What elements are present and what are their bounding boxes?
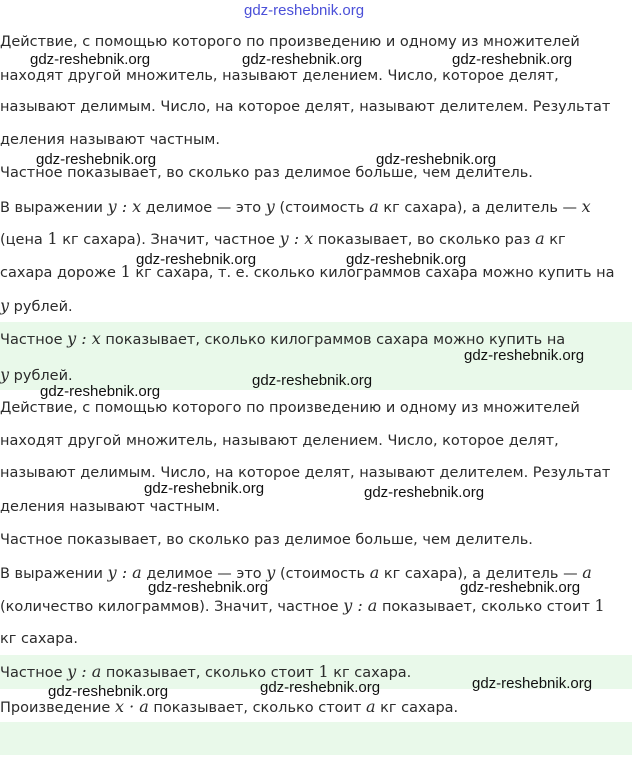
- definition-line: деления называют частным.: [0, 499, 220, 515]
- watermark: gdz-reshebnik.org: [144, 480, 265, 497]
- explanation-line: (цена 1 кг сахара). Значит, частное y : x показывает, во сколько раз a кг: [0, 229, 566, 248]
- answer-line: Частное y : a показывает, сколько стоит 1 кг сахара.: [0, 662, 412, 681]
- watermark: gdz-reshebnik.org: [30, 51, 151, 68]
- answer-line: y рублей.: [0, 365, 73, 384]
- definition-line: Действие, с помощью которого по произведению и одному из множителей: [0, 400, 580, 416]
- definition-line: называют делимым. Число, на которое делят, называют делителем. Результат: [0, 465, 611, 481]
- watermark-top: gdz-reshebnik.org: [244, 2, 365, 19]
- explanation-line: y рублей.: [0, 296, 73, 315]
- definition-line: называют делимым. Число, на которое делят, называют делителем. Результат: [0, 99, 611, 115]
- watermark: gdz-reshebnik.org: [260, 679, 381, 696]
- watermark: gdz-reshebnik.org: [460, 579, 581, 596]
- quotient-rule: Частное показывает, во сколько раз делимое больше, чем делитель.: [0, 165, 533, 181]
- watermark: gdz-reshebnik.org: [148, 579, 269, 596]
- definition-line: находят другой множитель, называют делением. Число, которое делят,: [0, 68, 559, 84]
- answer-line: Частное y : x показывает, сколько килограммов сахара можно купить на: [0, 329, 566, 348]
- watermark: gdz-reshebnik.org: [452, 51, 573, 68]
- watermark: gdz-reshebnik.org: [472, 675, 593, 692]
- quotient-rule: Частное показывает, во сколько раз делимое больше, чем делитель.: [0, 532, 533, 548]
- explanation-line: сахара дороже 1 кг сахара, т. е. сколько килограммов сахара можно купить на: [0, 262, 615, 281]
- definition-line: деления называют частным.: [0, 132, 220, 148]
- definition-line: Действие, с помощью которого по произведению и одному из множителей: [0, 34, 580, 50]
- watermark: gdz-reshebnik.org: [40, 383, 161, 400]
- product-line: Произведение x · a показывает, сколько стоит a кг сахара.: [0, 697, 459, 716]
- watermark: gdz-reshebnik.org: [136, 251, 257, 268]
- watermark: gdz-reshebnik.org: [346, 251, 467, 268]
- watermark: gdz-reshebnik.org: [464, 347, 585, 364]
- explanation-line: В выражении y : x делимое — это y (стоимость a кг сахара), а делитель — x: [0, 197, 591, 216]
- watermark: gdz-reshebnik.org: [242, 51, 363, 68]
- definition-line: находят другой множитель, называют делением. Число, которое делят,: [0, 433, 559, 449]
- watermark: gdz-reshebnik.org: [36, 151, 157, 168]
- watermark: gdz-reshebnik.org: [48, 683, 169, 700]
- explanation-line: В выражении y : a делимое — это y (стоимость a кг сахара), а делитель — a: [0, 563, 592, 582]
- watermark: gdz-reshebnik.org: [376, 151, 497, 168]
- answer-box-3: [0, 722, 632, 755]
- watermark: gdz-reshebnik.org: [252, 372, 373, 389]
- watermark: gdz-reshebnik.org: [364, 484, 485, 501]
- explanation-line: (количество килограммов). Значит, частное y : a показывает, сколько стоит 1: [0, 596, 605, 615]
- explanation-line: кг сахара.: [0, 631, 79, 647]
